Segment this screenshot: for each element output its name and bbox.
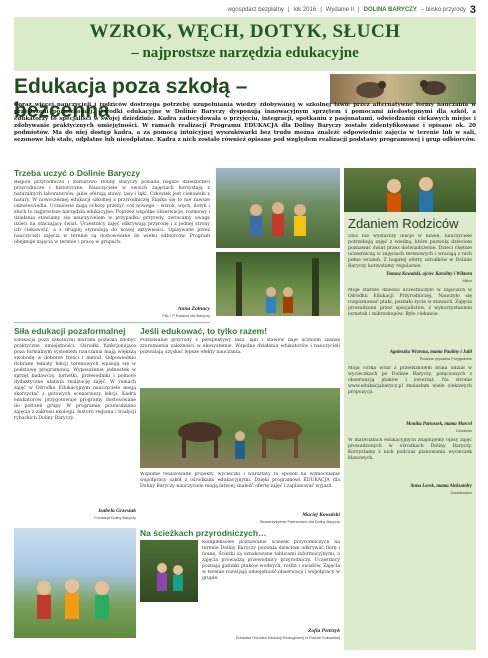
lead-title: Edukacja poza szkołą – bezcenna — [14, 75, 248, 122]
date-label: lok 2016 — [293, 7, 317, 13]
section-title-teach: Trzeba uczyć o Dolinie Baryczy — [14, 168, 141, 178]
photo-parents-child — [344, 168, 476, 212]
parents-title: Zdaniem Rodziców — [348, 216, 459, 231]
horses-photo-icon — [140, 388, 340, 468]
parents-author-1: Tomasz Kowalski, ojciec Karoliny i Wiktora — [386, 272, 472, 277]
parents-author-2: Agnieszka Wrzesna, mama Pauliny i Julii — [389, 350, 472, 355]
section-title-nonformal: Siła edukacji pozaformalnej — [14, 326, 126, 336]
role-teach: P&L i P Radzicz dla Baryczy — [162, 314, 210, 318]
banner — [14, 17, 476, 71]
photo-children-meadow — [14, 528, 136, 638]
running-head: wgospdarz bezpłatny | lok 2016 | Wydanie II | DOLINA BARYCZY – blisko przyrody 3 — [227, 4, 476, 16]
lead-photo — [330, 74, 476, 104]
role-nonformal: Fundacja Doliny Baryczy — [94, 516, 136, 520]
parents-text-4: W materiałach edukacyjnych znajdujemy opisy zajęć prowadzonych w ośrodkach Doliny Baryczy. Korzystamy z nich podczas planowania wycieczek klasowych. — [348, 438, 472, 461]
lead-text: Coraz więcej nauczycieli i rodziców dostrzega potrzebę uzupełniania wiedzy zdobywanej w szkolnej ławie przez alternatywne formy nauczania w przestrzeni pozaszkolnej. Ośrodki edukacyjne w Dolinie Baryczy dysponują innowacyjnym sprzętem i pomocami niedostępnymi dla szkół, a edukatorzy to specjaliści w swojej dziedzinie. Kadra zadecydowała o przyjęciu, integracji, spotkaniu z pasjonatami, odwiedzaniu ciekawych miejsc i zdobywanie praktycznych umiejętności. W ramach realizacji Programu EDUKACJA dla Doliny Baryczy zostało zidentyfikowane i opisane ok. 20 podmiotów. Ma do niej dostęp kadra, a za pomocą intuicyjnej wyszukiwarki bez trudu można znaleźć odpowiednie zajęcia w terenie lub w sali, sezonowe lub stałe, odpłatne lub nieodpłatne. Kadra z nich zostało również opisane pod względem realizacji podstawy programowej i grup odbiorców. — [14, 102, 476, 143]
section-title-trails: Na ścieżkach przyrodniczych… — [140, 528, 267, 538]
tagline-label: – blisko przyrody — [420, 7, 466, 13]
parents-role-3: Cieszków — [455, 429, 472, 433]
photo-children-wetland — [216, 168, 340, 248]
photo-trail — [140, 540, 198, 602]
parents-opinions-box — [344, 168, 476, 650]
section-title-together: Jeśli edukować, to tylko razem! — [140, 326, 268, 336]
author-together: Maciej Kowalski — [302, 512, 340, 518]
role-trails: Edukator Ośrodka Edukacji Ekologicznej w Rudzie Sułowskiej — [235, 636, 340, 640]
parents-text-1: Dziś nie wystarczy lekcje w klasie, nauczyciele potrzebują zajęć z wiedzą, które pozwolą dzieciom poznawać świat przez doświadczenie. Dzieci chętnie uczestniczą w zajęciach terenowych i wracają z nich pełne wrażeń. Z bogatej oferty ośrodków w Dolinie Baryczy korzystamy regularnie. — [348, 234, 472, 269]
brand-label: DOLINA BARYCZY — [363, 7, 417, 13]
bird-icon — [330, 74, 476, 104]
trail-photo-icon — [140, 540, 198, 602]
section-text-together-1: Poznawanie przyrody z perspektywy lasu, łąki i stawów daje uczniom szansę zrozumienia zależności w ekosystemie. Wspólne działania edukatorów i nauczycieli pozwalają uzyskać lepsze efekty nauczania. — [140, 338, 340, 355]
issue-label: wgospdarz bezpłatny — [227, 7, 284, 13]
parents-text-2: Moje starsze dziecko uczestniczyło w zajęciach w Ośrodku Edukacji Przyrodniczej. Nauczyło się rozpoznawać ptaki, poznało życie w stawach. Zajęcia prowadzone przez specjalistów, z wykorzystaniem lornetek i mikroskopów. Było ciekawie. — [348, 288, 472, 317]
parents-role-2: Rodzina prywatna Przygodzice — [419, 357, 472, 361]
children-photo-icon — [14, 528, 136, 638]
photo-horses-group — [140, 388, 340, 468]
page-number: 3 — [469, 4, 476, 16]
section-text-nonformal: Edukacja poza szkolnymi murami pozwala zdobyć praktyczne umiejętności. Ośrodki funkcjonujące poza formalnym systemem nauczania mają większą swobodę w doborze treści i metod. Odpowiednio dobrane tematy lekcji terenowych wpisują się w podstawę programową. Wyposażenie jednostek w sprzęt badawczy, lornetki, przewodniki i pomoce dydaktyczne ułatwia realizację zajęć. W ramach zajęć w Ośrodku Edukacyjnym nauczyciele mogą skorzystać z gotowych scenariuszy lekcji. Kadra edukatorów przygotowuje programy dostosowane do potrzeb grupy. W programie przewidziano zajęcia z zakresu ekologii, historii regionu i tradycji rybackich Doliny Baryczy. — [14, 338, 136, 421]
parents-role-4: Dwankowice — [450, 491, 472, 495]
author-trails: Zofia Pietrzyk — [308, 628, 340, 634]
divider — [14, 322, 210, 323]
section-text-teach: Region przyrodniczo i kulturowo Doliny Baryczy posiada bogate dziedzictwo przyrodnicze i historyczne. Nauczyciele w swoich zajęciach korzystają z naturalnych laboratoriów, jakie oferują stawy, lasy i łąki. Człowiek jest ciekawski z natury. W nowoczesnej edukacji szkolnej z przyrodniczej Śląska się to nie zawsze odzwierciedla. Uczniowie mają ochotę przeżyć coś nowego – wzrok, węch, dotyk i słuch to najprostsze narzędzia edukacyjne. Poprzez wspólne obserwacje, rozmowy i działania stawiamy się nauczycielom w przypadku przyrody, zwracamy uwagę dzieci na otaczający świat. Uczestnicy zajęć odkrywają przyrodę i z jednej strony ich ciekawość, a z drugiej stymulują do nowej aktywności. Opisywane przez nauczycieli zajęcia w terenie są dostosowane do wieku odbiorców. Program obejmuje zajęcia w terenie i pracę w grupach. — [14, 180, 210, 245]
author-nonformal: Izabela Grzesiak — [98, 508, 136, 514]
section-text-trails: Kompleksowe poznawanie ścieżek przyrodniczych na terenie Doliny Baryczy pozwala dzieciom odkrywać florę i faunę. Ścieżki są oznakowane tablicami informacyjnymi, a zajęcia prowadzą przewodnicy przyrodniczy. Uczestnicy poznają gatunki ptaków wodnych, roślin i owadów. Zajęcia w terenie rozwijają umiejętność obserwacji i współpracy w grupie. — [202, 540, 340, 581]
banner-subtitle: – najprostsze narzędzia edukacyjne — [131, 45, 359, 61]
section-text-together-2: Wspólne realizowane projekty, wycieczki i warsztaty to sposób na wzmocnienie współpracy szkół z ośrodkami edukacyjnymi. Dzięki programowi EDUKACJA dla Doliny Baryczy nauczyciele mogą łatwiej znaleźć ofertę zajęć i zaplanować wyjazd. — [140, 472, 340, 489]
parents-role-1: Milicz — [462, 279, 472, 283]
forest-photo-icon — [216, 252, 340, 316]
role-together: Stowarzyszenie Partnerstwo dla Doliny Baryczy — [259, 520, 340, 524]
parents-author-3: Monika Partoszek, mama Marcel — [406, 422, 472, 427]
author-teach: Anna Zołnacy — [177, 306, 210, 312]
banner-title: WZROK, WĘCH, DOTYK, SŁUCH — [89, 21, 401, 42]
parents-author-4: Anna Lorek, mama Aleksandry — [410, 484, 472, 489]
parents-text-3: Moja córka wraz z przedszkolem brała udział w wycieczkach po Dolinie Baryczy, połączonych z obserwacją ptaków i zwierząt. Na stronie www.edukacjabarycz.pl znalazłam wiele ciekawych propozycji. — [348, 366, 472, 395]
edition-label: Wydanie II — [325, 7, 355, 13]
photo-forest-group — [216, 252, 340, 316]
group-photo-icon — [216, 168, 340, 248]
child-photo-icon — [344, 168, 476, 212]
